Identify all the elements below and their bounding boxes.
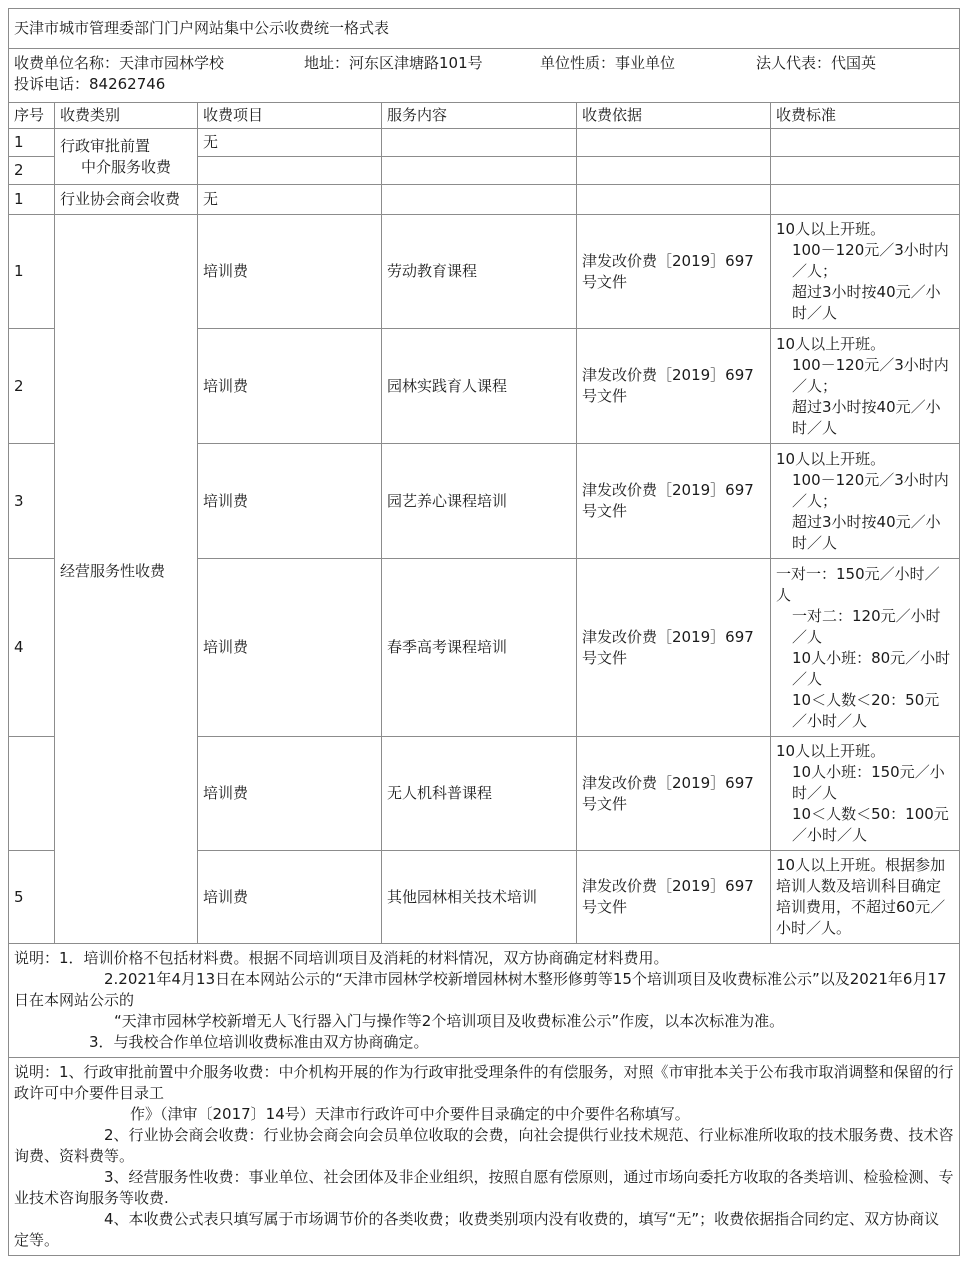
standard-line: 10人以上开班。 bbox=[776, 742, 886, 760]
content-cell: 春季高考课程培训 bbox=[382, 559, 577, 737]
complaint-phone: 投诉电话：84262746 bbox=[14, 75, 166, 93]
basis-cell: 津发改价费［2019］697号文件 bbox=[577, 851, 771, 944]
header-standard: 收费标准 bbox=[771, 103, 960, 129]
seq-cell bbox=[9, 737, 55, 851]
standard-line: 10＜人数＜20：50元／小时／人 bbox=[792, 690, 940, 730]
standard-cell bbox=[771, 129, 960, 157]
category-admin-line1: 行政审批前置 bbox=[60, 136, 151, 155]
seq-cell: 2 bbox=[9, 157, 55, 185]
standard-line: 超过3小时按40元／小时／人 bbox=[792, 283, 941, 322]
standard-line: 超过3小时按40元／小时／人 bbox=[792, 512, 941, 552]
note-line: 2、行业协会商会收费：行业协会商会向会员单位收取的会费，向社会提供行业技术规范、行业标准所收取的技术服务费、技术咨询费、资料费等。 bbox=[14, 1126, 954, 1165]
item-cell: 培训费 bbox=[198, 329, 382, 444]
content-cell: 劳动教育课程 bbox=[382, 215, 577, 329]
item-cell: 无 bbox=[198, 129, 382, 157]
standard-cell bbox=[771, 851, 960, 944]
standard-cell bbox=[771, 329, 960, 444]
content-cell bbox=[382, 129, 577, 157]
seq-cell: 1 bbox=[9, 215, 55, 329]
basis-cell: 津发改价费［2019］697号文件 bbox=[577, 215, 771, 329]
header-category: 收费类别 bbox=[55, 103, 198, 129]
unit-nature: 单位性质：事业单位 bbox=[540, 54, 676, 72]
standard-line: 100－120元／3小时内／人； bbox=[792, 470, 949, 510]
standard-line: 10＜人数＜50：100元／小时／人 bbox=[792, 805, 949, 844]
header-seq: 序号 bbox=[9, 103, 55, 129]
category-business bbox=[55, 215, 198, 944]
note-line: 说明：1．培训价格不包括材料费。根据不同培训项目及消耗的材料情况，双方协商确定材料费用。 bbox=[14, 949, 669, 967]
content-cell: 园林实践育人课程 bbox=[382, 329, 577, 444]
note-definitions bbox=[9, 1058, 960, 1256]
seq-cell: 1 bbox=[9, 185, 55, 215]
table-title: 天津市城市管理委部门门户网站集中公示收费统一格式表 bbox=[9, 9, 960, 49]
content-cell bbox=[382, 185, 577, 215]
content-cell: 无人机科普课程 bbox=[382, 737, 577, 851]
standard-line: 10人以上开班。 bbox=[776, 334, 886, 353]
table-row bbox=[9, 129, 960, 157]
seq-cell: 1 bbox=[9, 129, 55, 157]
seq-cell: 3 bbox=[9, 444, 55, 559]
header-content: 服务内容 bbox=[382, 103, 577, 129]
item-cell: 培训费 bbox=[198, 737, 382, 851]
basis-cell: 津发改价费［2019］697号文件 bbox=[577, 737, 771, 851]
standard-line: 一对一：150元／小时／人 bbox=[776, 564, 940, 604]
item-cell bbox=[198, 157, 382, 185]
standard-line: 10人小班：80元／小时／人 bbox=[792, 648, 951, 688]
seq-cell: 2 bbox=[9, 329, 55, 444]
content-cell: 园艺养心课程培训 bbox=[382, 444, 577, 559]
table-row bbox=[9, 185, 960, 215]
item-cell: 培训费 bbox=[198, 444, 382, 559]
seq-cell: 5 bbox=[9, 851, 55, 944]
note-line: 2.2021年4月13日在本网站公示的“天津市园林学校新增园林树木整形修剪等15个培训项目及收费标准公示”以及2021年6月17日在本网站公示的 bbox=[14, 970, 947, 1009]
note-line: 3．与我校合作单位培训收费标准由双方协商确定。 bbox=[89, 1033, 429, 1051]
basis-cell bbox=[577, 129, 771, 157]
header-item: 收费项目 bbox=[198, 103, 382, 129]
unit-info bbox=[9, 49, 960, 103]
basis-cell bbox=[577, 157, 771, 185]
standard-cell bbox=[771, 185, 960, 215]
standard-line: 超过3小时按40元／小时／人 bbox=[792, 397, 941, 437]
unit-address: 地址：河东区津塘路101号 bbox=[304, 54, 483, 72]
item-cell: 培训费 bbox=[198, 215, 382, 329]
note-line: 4、本收费公式表只填写属于市场调节价的各类收费；收费类别项内没有收费的，填写“无”；收费依据指合同约定、双方协商议定等。 bbox=[14, 1210, 940, 1249]
note-line: 作》（津审〔2017〕14号）天津市行政许可中介要件目录确定的中介要件名称填写。 bbox=[130, 1105, 690, 1123]
standard-line: 10人以上开班。根据参加培训人数及培训科目确定培训费用，不超过60元／小时／人。 bbox=[776, 856, 946, 937]
fee-table bbox=[8, 8, 960, 1256]
standard-line: 100－120元／3小时内／人； bbox=[792, 241, 949, 280]
basis-cell: 津发改价费［2019］697号文件 bbox=[577, 444, 771, 559]
standard-cell bbox=[771, 444, 960, 559]
note-line: “天津市园林学校新增无人飞行器入门与操作等2个培训项目及收费标准公示”作废，以本次标准为准。 bbox=[114, 1012, 785, 1030]
category-business-label: 经营服务性收费 bbox=[60, 562, 166, 580]
unit-name: 收费单位名称：天津市园林学校 bbox=[14, 54, 225, 72]
item-cell: 培训费 bbox=[198, 851, 382, 944]
standard-line: 一对二：120元／小时／人 bbox=[792, 606, 941, 646]
standard-cell bbox=[771, 215, 960, 329]
basis-cell: 津发改价费［2019］697号文件 bbox=[577, 559, 771, 737]
content-cell bbox=[382, 157, 577, 185]
standard-cell bbox=[771, 559, 960, 737]
note-line: 说明：1、行政审批前置中介服务收费：中介机构开展的作为行政审批受理条件的有偿服务，对照《市审批本关于公布我市取消调整和保留的行政许可中介要件目录工 bbox=[14, 1063, 954, 1102]
seq-cell: 4 bbox=[9, 559, 55, 737]
standard-line: 10人以上开班。 bbox=[776, 220, 886, 238]
category-admin-line2: 中介服务收费 bbox=[80, 157, 171, 176]
standard-cell bbox=[771, 737, 960, 851]
basis-cell bbox=[577, 185, 771, 215]
standard-line: 10人小班：150元／小时／人 bbox=[792, 763, 945, 802]
standard-cell bbox=[771, 157, 960, 185]
header-basis: 收费依据 bbox=[577, 103, 771, 129]
item-cell: 无 bbox=[198, 185, 382, 215]
item-cell: 培训费 bbox=[198, 559, 382, 737]
note-line: 3、经营服务性收费：事业单位、社会团体及非企业组织，按照自愿有偿原则，通过市场向委托方收取的各类培训、检验检测、专业技术咨询服务等收费. bbox=[14, 1168, 954, 1207]
header-row bbox=[9, 103, 960, 129]
category-admin bbox=[55, 129, 198, 185]
table-row bbox=[9, 215, 960, 329]
note-training bbox=[9, 944, 960, 1058]
standard-line: 10人以上开班。 bbox=[776, 449, 886, 468]
legal-representative: 法人代表：代国英 bbox=[756, 54, 877, 72]
content-cell: 其他园林相关技术培训 bbox=[382, 851, 577, 944]
standard-line: 100－120元／3小时内／人； bbox=[792, 355, 949, 395]
category-association: 行业协会商会收费 bbox=[55, 185, 198, 215]
basis-cell: 津发改价费［2019］697号文件 bbox=[577, 329, 771, 444]
